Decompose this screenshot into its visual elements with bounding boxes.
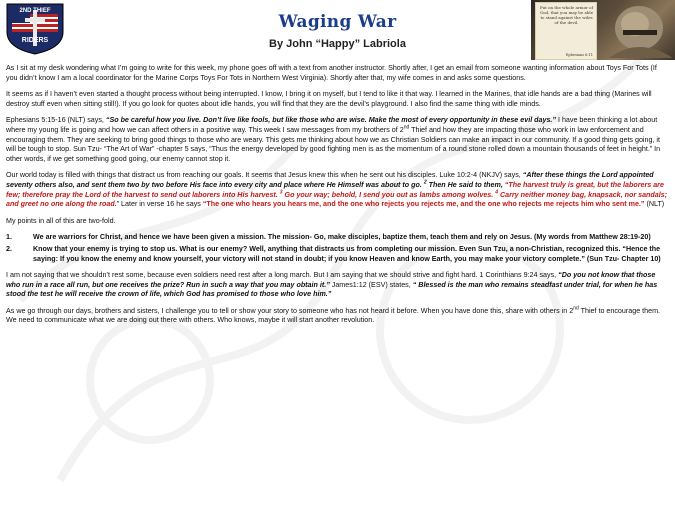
- verse-reference: Ephesians 6:11: [565, 53, 593, 57]
- text-span: Thief to encourage them. We need to communicate what we are doing out there with others. Who knows, maybe it will start another revolution.: [6, 306, 661, 325]
- verse-number: 4: [495, 189, 499, 196]
- page-title: Waging War: [278, 12, 397, 32]
- article-body: [6, 64, 669, 333]
- text-span: Our world today is filled with things that distract us from reaching our goals. It seems that Jesus knew this when he sent out his disciples. Luke 10:2-4 (NKJV) says,: [6, 171, 523, 180]
- paragraph-intro: As I sit at my desk wondering what I’m going to write for this week, my phone goes off with a text from another instructor. Shortly after, I get an email from someone wanting information about Toys For Tots (If you didn’t know I am a local coordinator for the Marine Corps Toys For Tots in Northern West Virginia). Shortly after that, my wife comes in and asks some questions.: [6, 64, 657, 82]
- paragraph-points-intro: My points in all of this are two-fold.: [6, 216, 116, 225]
- text-span: As we go through our days, brothers and sisters, I challenge you to tell or show your story to someone who has not heard it before. When you have done this, share with others in 2: [6, 306, 574, 315]
- list-number: 1.: [6, 233, 12, 242]
- scripture-quote: “Do you not know that those who run in a race all run, but one receives the prize? Run in such a way that you may obtain it.”: [6, 271, 656, 289]
- paragraph-ephesians: [6, 116, 669, 164]
- author-byline: By John “Happy” Labriola: [269, 38, 406, 50]
- paragraph-luke: [6, 171, 669, 209]
- verse-number: 3: [279, 189, 283, 196]
- scripture-quote: “After these things the Lord appointed seventy others also, and sent them two by two before His face into every city and place where He Himself was about to go.: [6, 171, 654, 189]
- text-span: (NLT): [644, 200, 665, 209]
- list-item-text: We are warriors for Christ, and hence we have been given a mission. The mission- Go, make disciples, baptize them, teach them and rely on Jesus. (My words from Matthew 28:19-20): [33, 233, 651, 242]
- logo-top-text: 2ND THIEF: [19, 8, 51, 14]
- scripture-quote: “So be careful how you live. Don’t live like fools, but like those who are wise. Make the most of every opportunity in these evil days.”: [105, 116, 556, 125]
- red-letter-quote: “The one who hears you hears me, and the one who rejects you rejects me, and the one who rejects me rejects him who sent me.”: [202, 200, 645, 209]
- list-number: 2.: [6, 244, 12, 253]
- paragraph-closing: [6, 307, 669, 326]
- superscript: nd: [573, 305, 579, 312]
- verse-number: 2: [423, 179, 427, 186]
- scripture-quote: Then He said to them,: [426, 180, 505, 189]
- verse-card: [535, 2, 597, 60]
- paragraph-idle-hands: It seems as if I haven’t even started a thought process without being interrupted. I know, I bring it on myself, but I tend to like it that way. I learned in the Marines, that idle hands are a bad thing (Marines will destroy stuff even when sitting still!). If you go look for quotes about idle hands, you will find that they are the devil’s playground. I also find the same thing with idle minds.: [6, 90, 652, 108]
- armor-verse-banner: [531, 0, 675, 60]
- text-span: ” Later in verse 16 he says: [116, 200, 203, 209]
- logo-bottom-text: RIDERS: [21, 37, 49, 44]
- scripture-quote: “ Blessed is the man who remains steadfast under trial, for when he has stood the test he will receive the crown of life, which God has promised to those who love him.”: [6, 280, 658, 299]
- text-span: Ephesians 5:15-16 (NLT) says,: [6, 116, 106, 125]
- text-span: I am not saying that we shouldn’t rest some, because even soldiers need rest after a long march. But I am saying that we should strive and fight hard. 1 Corinthians 9:24 says,: [6, 271, 559, 280]
- verse-text: Put on the whole armor of God, that you may be able to stand against the wiles of the devil.: [539, 5, 594, 25]
- list-item-text: Know that your enemy is trying to stop us. What is our enemy? Well, anything that distracts us from completing our mission. Even Sun Tzu, a non-Christian, recognized this. “Hence the saying: If you know the enemy and know yourself, your victory will not stand in doubt; if you know Heaven and know Earth, you may make your victory complete.” (Sun Tzu- Chapter 10): [33, 244, 661, 263]
- armor-helmet-photo: [599, 2, 673, 58]
- text-span: Thief and how they are impacting those who work in law enforcement and encouraging them. They are seeking to bring good things to those who are weary. This gets me thinking about how we as Christian Soldiers can make an impact in our community. If a good thing gets going, it will be tough to stop. Sun Tzu- “The Art of War” -chapter 5 says, “Thus the energy developed by good fighting men is as the momentum of a round stone rolled down a mountain thousands of feet in height.” In other words, if we get something good going, our enemy cannot stop it.: [6, 125, 661, 163]
- red-letter-quote: Carry neither money bag, knapsack, nor sandals; and greet no one along the road.: [6, 190, 668, 209]
- list-item: [6, 245, 669, 264]
- text-span: I have been thinking a lot about where my young life is going and how we can affect others in a positive way. This week I saw messages from my brothers of 2: [6, 116, 658, 134]
- points-list: [6, 233, 669, 264]
- list-item: [6, 233, 669, 243]
- text-span: James1:12 (ESV) states,: [329, 280, 413, 289]
- red-letter-quote: Go your way; behold, I send you out as lambs among wolves.: [282, 190, 494, 199]
- paragraph-corinthians: [6, 271, 669, 300]
- superscript: nd: [403, 124, 410, 131]
- red-letter-quote: “The harvest truly is great, but the laborers are few; therefore pray the Lord of the harvest to send out laborers into His harvest.: [6, 180, 664, 199]
